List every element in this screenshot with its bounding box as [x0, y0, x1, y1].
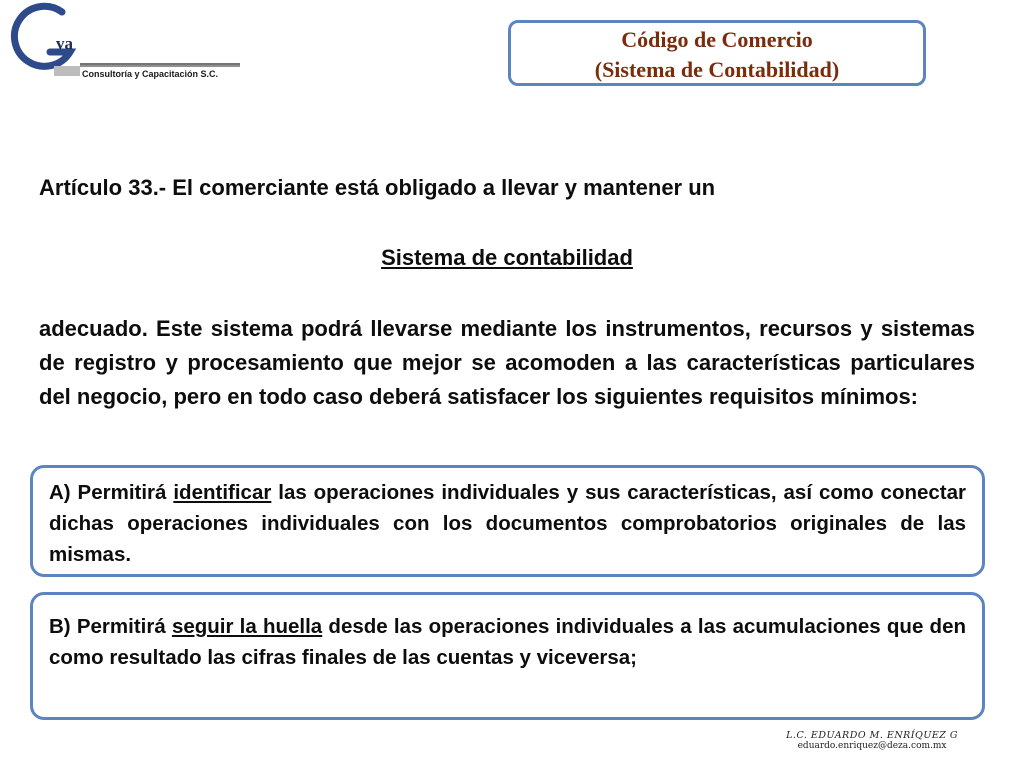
- requirement-a-prefix: A) Permitirá: [49, 481, 174, 504]
- requirement-b: [30, 592, 985, 720]
- company-logo: [4, 2, 244, 92]
- requirement-b-emphasis: seguir la huella: [171, 615, 323, 638]
- slide-title: Código de Comercio: [621, 27, 813, 52]
- requirement-b-prefix: B) Permitirá: [49, 615, 172, 638]
- logo-company: Consultoría y Capacitación S.C.: [82, 69, 219, 79]
- article-lead: Artículo 33.- El comerciante está obligado a llevar y mantener un: [39, 175, 716, 200]
- requirement-b-text: desde las operaciones individuales a las acumulaciones que den como resultado las cifras finales de las cuentas y viceversa;: [49, 615, 967, 669]
- requirement-a-emphasis: identificar: [173, 481, 272, 504]
- slide-subtitle: (Sistema de Contabilidad): [594, 57, 840, 82]
- requirement-a: [30, 465, 985, 577]
- accounting-system-term: Sistema de contabilidad: [381, 245, 633, 270]
- article-body: adecuado. Este sistema podrá llevarse mediante los instrumentos, recursos y sistemas de registro y procesamiento que mejor se acomoden a las características particulares del negocio, pero en todo caso deberá satisfacer los siguientes requisitos mínimos:: [39, 316, 975, 409]
- slide-title-box: [508, 20, 926, 86]
- logo-mark: [4, 2, 244, 92]
- author-email: eduardo.enriquez@deza.com.mx: [797, 741, 947, 751]
- footer-signature: [786, 730, 958, 751]
- requirement-a-text: las operaciones individuales y sus características, así como conectar dichas operaciones individuales con los documentos comprobatorios originales de las mismas.: [49, 481, 966, 566]
- logo-initials: va: [56, 34, 73, 53]
- author-name: L.C. EDUARDO M. ENRÍQUEZ G: [786, 730, 958, 741]
